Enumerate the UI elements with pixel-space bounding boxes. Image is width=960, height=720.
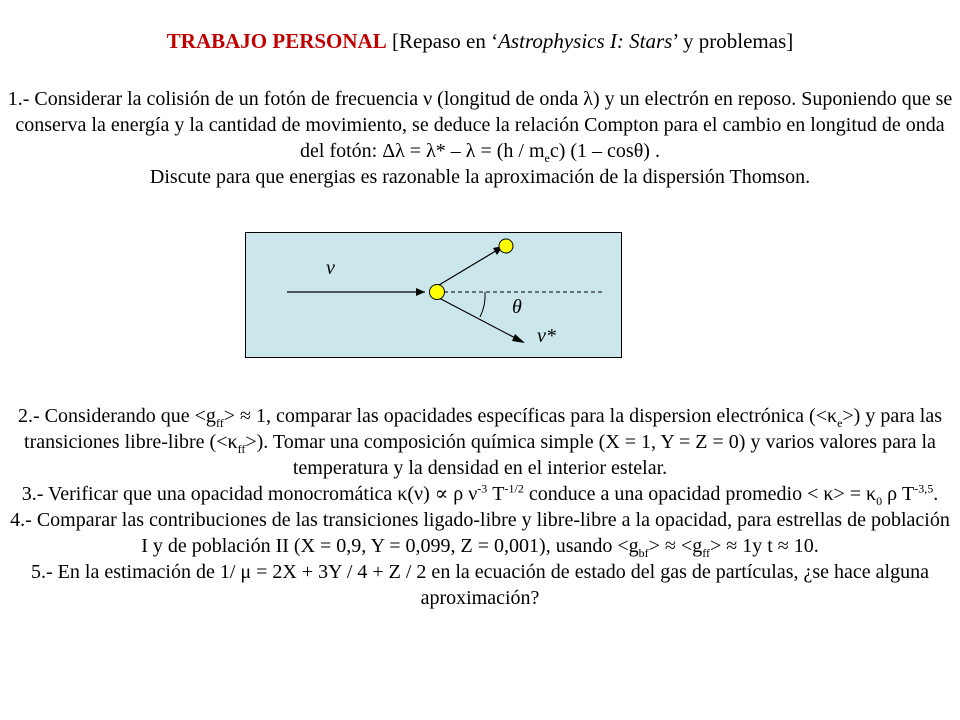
subscript-bf: bf	[638, 546, 649, 560]
problem-3-text-b: T	[487, 483, 505, 505]
problem-3-text-c: conduce a una opacidad promedio < κ> = κ	[523, 483, 877, 505]
problem-2-text: 2.- Considerando que <g	[18, 405, 216, 427]
superscript: -3	[477, 481, 488, 496]
problem-5-text: 5.- En la estimación de 1/ μ = 2X + 3Y / 4 + Z / 2 en la ecuación de estado del gas de partículas, ¿se hace alguna aproximación?	[31, 561, 929, 609]
title-text-a: [Repaso en ‘	[386, 29, 499, 53]
problem-3-text-e: .	[933, 483, 939, 505]
problem-1-question: Discute para que energias es razonable la aproximación de la dispersión Thomson.	[149, 166, 811, 188]
problem-1-text-b: c) (1 – cosθ) .	[549, 140, 660, 162]
problem-2-text-c: >) y para las transiciones libre-libre (<κ	[24, 405, 942, 453]
problem-1-text: 1.- Considerar la colisión de un fotón de frecuencia ν (longitud de onda λ) y un electrón en reposo. Suponiendo que se conserva la energía y la cantidad de movimiento, se deduce la relación Compton para el cambio en longitud de onda del fotón: Δλ = λ* – λ = (h / m	[7, 88, 953, 162]
label-nu: ν	[326, 257, 335, 279]
superscript: -3,5	[914, 481, 934, 496]
page-title	[0, 28, 960, 54]
scattered-electron	[499, 239, 513, 253]
label-theta: θ	[512, 296, 522, 318]
title-text-b: ’ y problemas]	[672, 29, 794, 53]
problem-3-text-d: ρ T	[882, 483, 915, 505]
problem-4-text: 4.- Comparar las contribuciones de las transiciones ligado-libre y libre-libre a la opacidad, para estrellas de población I y de población II (X = 0,9, Y = 0,099, Z = 0,001), usando <g	[10, 509, 950, 557]
problem-4-text-b: > ≈ <g	[648, 535, 703, 557]
label-nu-star: ν*	[537, 325, 556, 347]
compton-diagram	[245, 232, 622, 358]
subscript-ff: ff	[702, 546, 710, 560]
problem-1	[6, 86, 954, 190]
superscript: -1/2	[504, 481, 524, 496]
problem-4-text-c: > ≈ 1y t ≈ 10.	[709, 535, 819, 557]
subscript-e: e	[837, 416, 843, 430]
title-book-name: Astrophysics I: Stars	[498, 29, 673, 53]
problem-2-text-d: >). Tomar una composición química simple (X = 1, Y = Z = 0) y varios valores para la temperatura y la densidad en el interior estelar.	[245, 431, 936, 479]
electron-at-rest	[430, 285, 445, 300]
subscript-ff: ff	[237, 442, 246, 456]
subscript-0: 0	[876, 494, 883, 508]
subscript-ff: ff	[215, 416, 224, 430]
problems-2-5	[6, 403, 954, 611]
problem-3-text: 3.- Verificar que una opacidad monocromática κ(ν) ∝ ρ ν	[21, 483, 478, 505]
title-bold: TRABAJO PERSONAL	[166, 29, 387, 53]
problem-2-text-b: > ≈ 1, comparar las opacidades específicas para la dispersion electrónica (<κ	[223, 405, 838, 427]
subscript-e: e	[544, 151, 550, 165]
